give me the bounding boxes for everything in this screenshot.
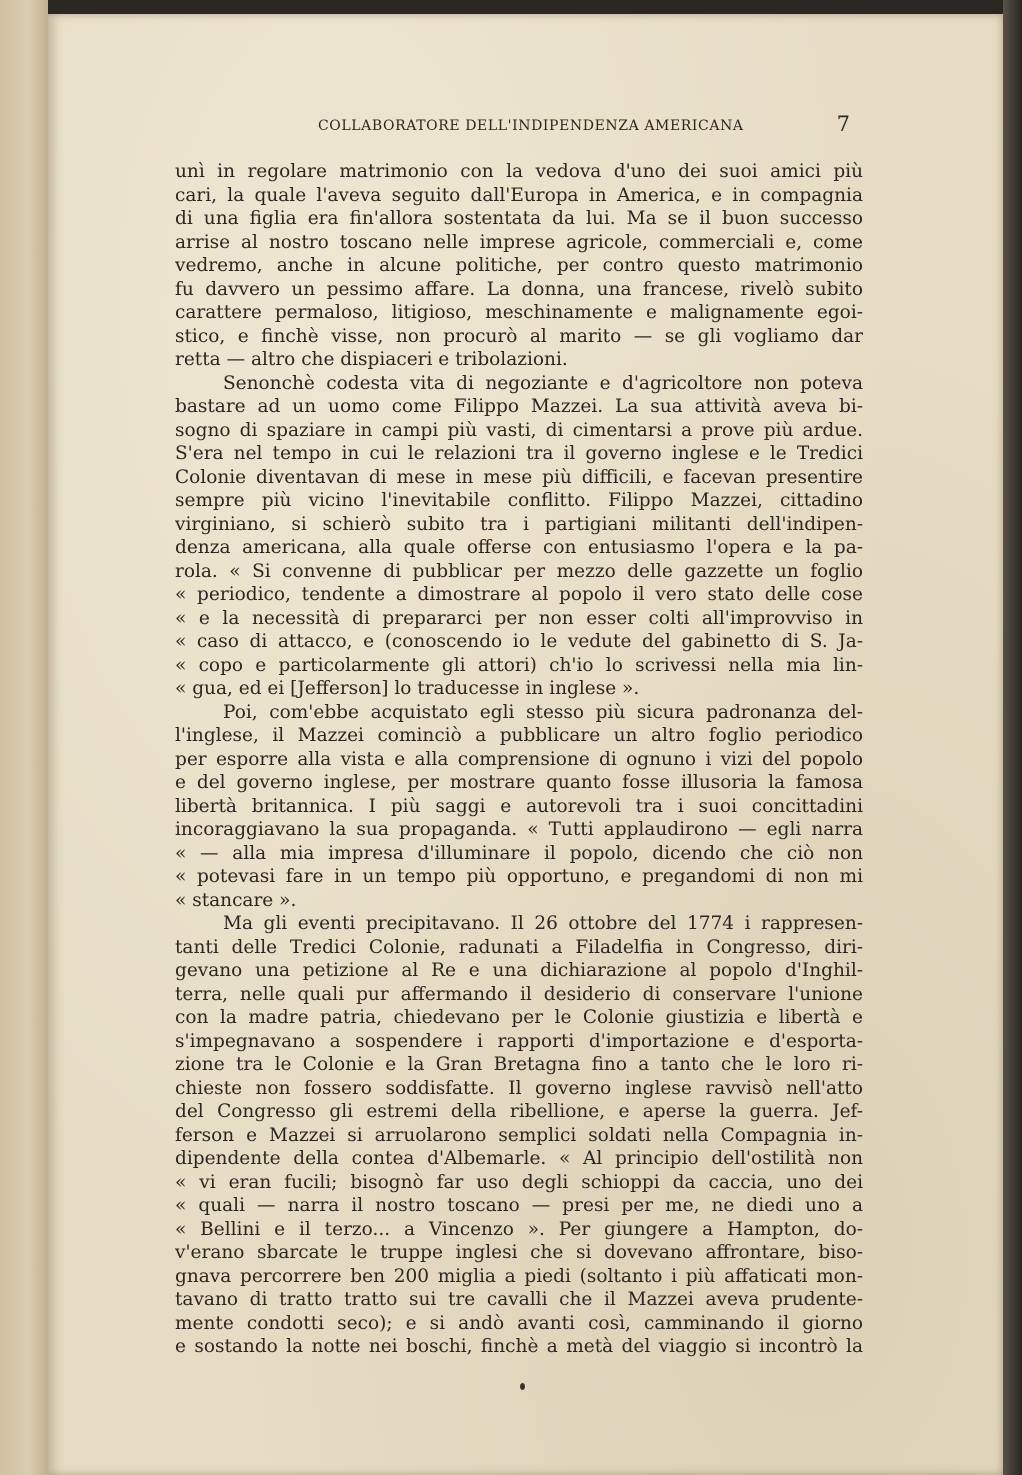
text-line: incoraggiavano la sua propaganda. « Tutti applaudirono — egli narra	[175, 819, 863, 840]
text-line: « quali — narra il nostro toscano — presi per me, ne diedi uno a	[175, 1195, 863, 1216]
text-line: « caso di attacco, e (conoscendo io le vedute del gabinetto di S. Ja-	[175, 631, 863, 652]
text-line: di una figlia era fin'allora sostentata da lui. Ma se il buon successo	[175, 208, 863, 229]
text-line: vedremo, anche in alcune politiche, per contro questo matrimonio	[175, 255, 863, 276]
text-line: « copo e particolarmente gli attori) ch'io lo scrivessi nella mia lin-	[175, 654, 863, 676]
text-line: « Bellini e il terzo... a Vincenzo ». Per giungere a Hampton, do-	[175, 1218, 863, 1240]
text-line: per esporre alla vista e alla comprensione di ognuno i vizi del popolo	[175, 748, 863, 770]
text-line: Colonie diventavan di mese in mese più difficili, e facevan presentire	[175, 466, 863, 488]
text-line: e sostando la notte nei boschi, finchè a metà del viaggio si incontrò la	[175, 1336, 863, 1357]
text-line: cari, la quale l'aveva seguito dall'Europa in America, e in compagnia	[175, 184, 863, 206]
text-line: mente condotti seco); e si andò avanti così, camminando il giorno	[175, 1312, 863, 1334]
page-header	[252, 104, 852, 144]
text-line: l'inglese, il Mazzei cominciò a pubblicare un altro foglio periodico	[175, 725, 863, 746]
text-line: sogno di spaziare in campi più vasti, di cimentarsi a prove più ardue.	[175, 419, 863, 441]
previous-page-edge	[0, 0, 48, 1475]
text-line: gnava percorrere ben 200 miglia a piedi (soltanto i più affaticati mon-	[175, 1265, 863, 1287]
text-line: fu davvero un pessimo affare. La donna, una francese, rivelò subito	[175, 278, 863, 300]
text-line: s'impegnavano a sospendere i rapporti d'importazione e d'esporta-	[175, 1030, 863, 1052]
text-line: stico, e finchè visse, non procurò al marito — se gli vogliamo dar	[175, 325, 863, 347]
text-line: gevano una petizione al Re e una dichiarazione al popolo d'Inghil-	[175, 960, 863, 981]
text-line: chieste non fossero soddisfatte. Il governo inglese ravvisò nell'atto	[175, 1077, 863, 1099]
text-line: « — alla mia impresa d'illuminare il popolo, dicendo che ciò non	[175, 842, 863, 864]
text-line: dipendente della contea d'Albemarle. « Al principio dell'ostilità non	[175, 1148, 863, 1169]
text-line: Ma gli eventi precipitavano. Il 26 ottobre del 1774 i rappresen-	[223, 913, 863, 934]
text-line: denza americana, alla quale offerse con entusiasmo l'opera e la pa-	[175, 537, 863, 558]
text-line: v'erano sbarcate le truppe inglesi che si dovevano affrontare, biso-	[175, 1242, 863, 1263]
ink-speck	[520, 1383, 525, 1390]
text-line: rola. « Si convenne di pubblicar per mezzo delle gazzette un foglio	[175, 560, 863, 582]
text-line: arrise al nostro toscano nelle imprese agricole, commerciali e, come	[175, 231, 863, 253]
text-line: bastare ad un uomo come Filippo Mazzei. La sua attività aveva bi-	[175, 396, 863, 417]
running-title: COLLABORATORE DELL'INDIPENDENZA AMERICANA	[318, 118, 744, 134]
text-line: libertà britannica. I più saggi e autorevoli tra i suoi concittadini	[175, 795, 863, 817]
text-line: « gua, ed ei [Jefferson] lo traducesse in inglese ».	[175, 678, 640, 699]
page-shadow-edge	[1003, 0, 1022, 1475]
text-line: « vi eran fucili; bisognò far uso degli schioppi da caccia, uno dei	[175, 1171, 863, 1193]
text-line: « e la necessità di prepararci per non esser colti all'improvviso in	[175, 607, 863, 629]
text-line: « potevasi fare in un tempo più opportuno, e pregandomi di non mi	[175, 866, 863, 887]
text-line: virginiano, si schierò subito tra i partigiani militanti dell'indipen-	[175, 513, 863, 535]
text-line: Senonchè codesta vita di negoziante e d'agricoltore non poteva	[223, 372, 863, 394]
text-line: zione tra le Colonie e la Gran Bretagna fino a tanto che le loro ri-	[175, 1054, 863, 1075]
text-line: con la madre patria, chiedevano per le Colonie giustizia e libertà e	[175, 1007, 863, 1028]
text-line: tavano di tratto tratto sui tre cavalli che il Mazzei aveva prudente-	[175, 1289, 863, 1310]
text-line: ferson e Mazzei si arruolarono semplici soldati nella Compagnia in-	[175, 1124, 863, 1146]
text-line: e del governo inglese, per mostrare quanto fosse illusoria la famosa	[175, 772, 863, 793]
text-line: carattere permaloso, litigioso, meschinamente e malignamente egoi-	[175, 302, 863, 323]
body-text	[175, 160, 863, 1359]
text-line: « periodico, tendente a dimostrare al popolo il vero stato delle cose	[175, 584, 863, 605]
text-line: Poi, com'ebbe acquistato egli stesso più sicura padronanza del-	[223, 701, 863, 723]
text-line: unì in regolare matrimonio con la vedova d'uno dei suoi amici più	[175, 161, 863, 182]
text-line: retta — altro che dispiaceri e tribolazioni.	[175, 349, 568, 370]
text-line: terra, nelle quali pur affermando il desiderio di conservare l'unione	[175, 983, 863, 1005]
text-line: « stancare ».	[175, 889, 297, 911]
text-line: del Congresso gli estremi della ribellione, e aperse la guerra. Jef-	[175, 1101, 863, 1122]
page-number: 7	[836, 112, 850, 136]
text-line: S'era nel tempo in cui le relazioni tra il governo inglese e le Tredici	[175, 443, 863, 464]
text-line: sempre più vicino l'inevitabile conflitto. Filippo Mazzei, cittadino	[175, 490, 863, 511]
text-line: tanti delle Tredici Colonie, radunati a Filadelfia in Congresso, diri-	[175, 936, 863, 958]
